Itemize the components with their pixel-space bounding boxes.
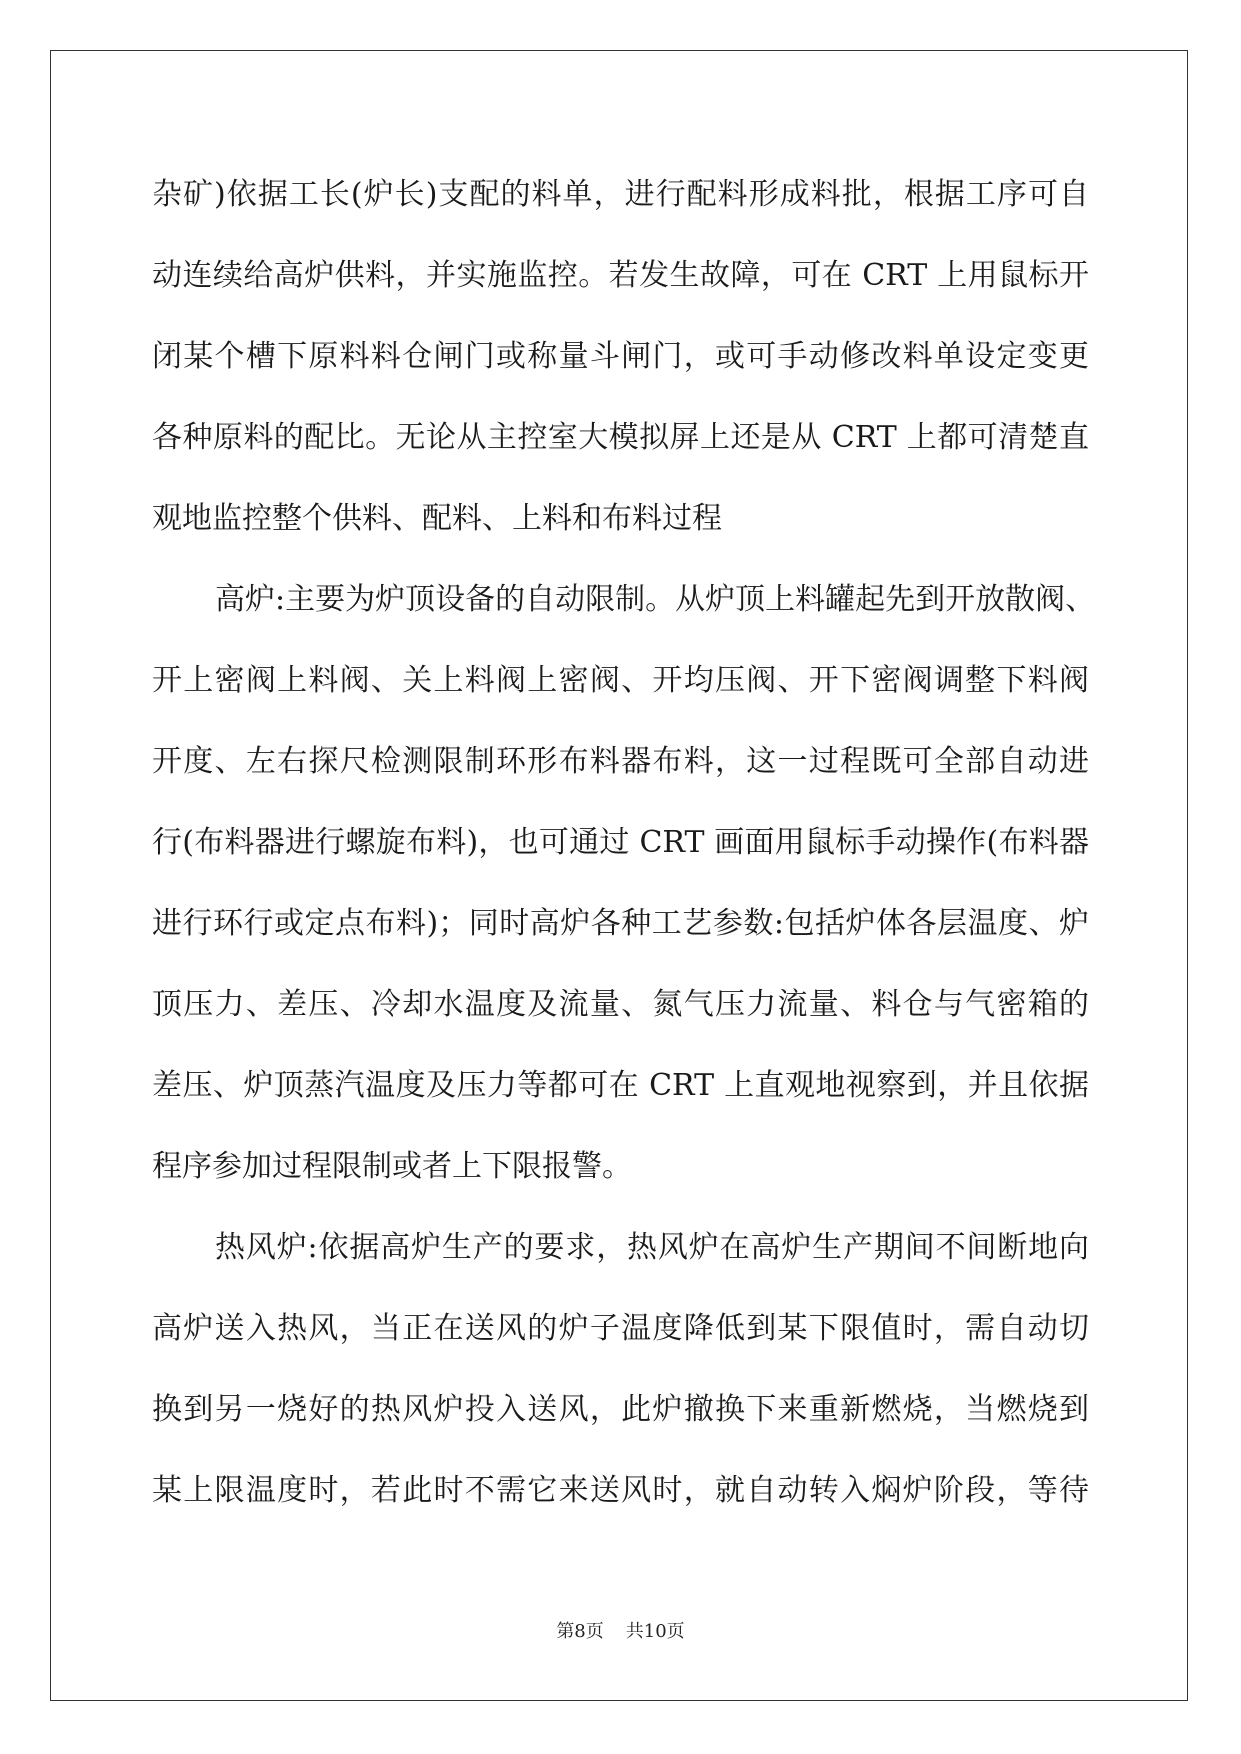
text-line: 程序参加过程限制或者上下限报警。	[152, 1149, 632, 1184]
page-number: 第8页	[556, 1621, 604, 1642]
text-line: 差压、炉顶蒸汽温度及压力等都可在 CRT 上直观地视察到，并且依据	[152, 1068, 1089, 1103]
text-line: 开度、左右探尺检测限制环形布料器布料，这一过程既可全部自动进	[152, 744, 1089, 779]
text-line: 换到另一烧好的热风炉投入送风，此炉撤换下来重新燃烧，当燃烧到	[152, 1392, 1089, 1427]
text-line: 进行环行或定点布料)；同时高炉各种工艺参数:包括炉体各层温度、炉	[152, 906, 1089, 941]
text-line: 杂矿)依据工长(炉长)支配的料单，进行配料形成料批，根据工序可自	[152, 177, 1089, 212]
text-line: 热风炉:依据高炉生产的要求，热风炉在高炉生产期间不间断地向	[215, 1230, 1089, 1265]
text-line: 闭某个槽下原料料仓闸门或称量斗闸门，或可手动修改料单设定变更	[152, 339, 1089, 374]
text-line: 顶压力、差压、冷却水温度及流量、氮气压力流量、料仓与气密箱的	[152, 987, 1089, 1022]
text-line: 行(布料器进行螺旋布料)，也可通过 CRT 画面用鼠标手动操作(布料器	[152, 825, 1089, 860]
page-total: 共10页	[625, 1621, 685, 1642]
document-body	[152, 154, 1096, 1531]
text-line: 观地监控整个供料、配料、上料和布料过程	[152, 501, 722, 536]
text-line: 高炉:主要为炉顶设备的自动限制。从炉顶上料罐起先到开放散阀、	[215, 582, 1096, 617]
text-line: 高炉送入热风，当正在送风的炉子温度降低到某下限值时，需自动切	[152, 1311, 1089, 1346]
text-line: 各种原料的配比。无论从主控室大模拟屏上还是从 CRT 上都可清楚直	[152, 420, 1089, 455]
text-line: 开上密阀上料阀、关上料阀上密阀、开均压阀、开下密阀调整下料阀	[152, 663, 1089, 698]
page-footer	[0, 1620, 1241, 1644]
text-line: 动连续给高炉供料，并实施监控。若发生故障，可在 CRT 上用鼠标开	[152, 258, 1089, 293]
text-line: 某上限温度时，若此时不需它来送风时，就自动转入焖炉阶段，等待	[152, 1473, 1089, 1508]
